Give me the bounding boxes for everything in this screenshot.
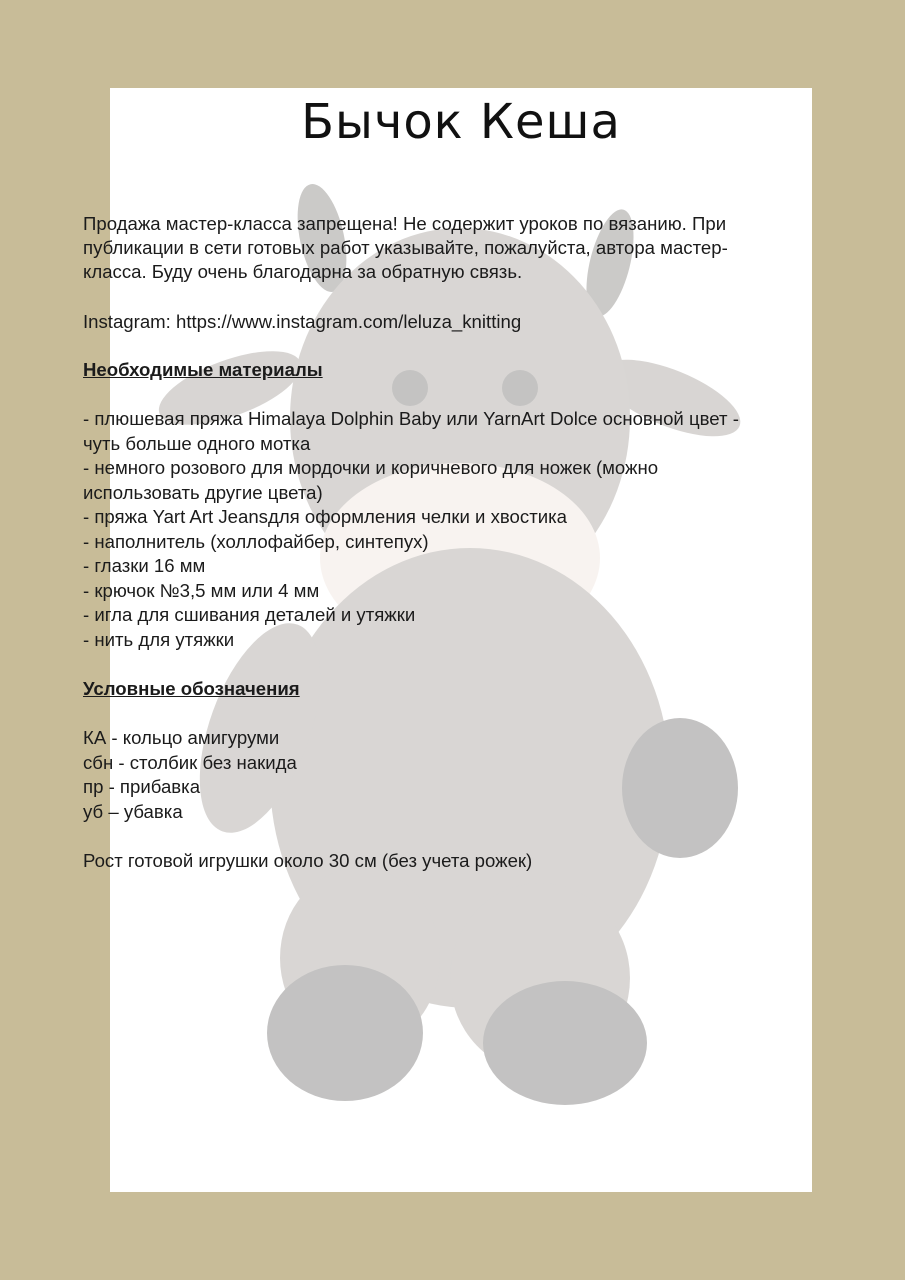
list-item: - пряжа Yart Art Jeansдля оформления челки и хвостика: [83, 506, 567, 527]
legend-heading: Условные обозначения: [83, 678, 300, 699]
list-item: сбн - столбик без накида: [83, 752, 297, 773]
list-item: - глазки 16 мм: [83, 555, 206, 576]
materials-heading: Необходимые материалы: [83, 359, 323, 380]
intro-line: Продажа мастер-класса запрещена! Не содержит уроков по вязанию. При: [83, 213, 727, 234]
list-item: - крючок №3,5 мм или 4 мм: [83, 580, 320, 601]
list-item: КА - кольцо амигуруми: [83, 727, 280, 748]
list-item: пр - прибавка: [83, 776, 201, 797]
list-item: уб – убавка: [83, 801, 183, 822]
page-title: Бычок Кеша: [301, 94, 621, 150]
instagram-link: Instagram: https://www.instagram.com/leluza_knitting: [83, 311, 522, 332]
list-item: использовать другие цвета): [83, 482, 323, 503]
document-page: [83, 88, 812, 1192]
list-item: - немного розового для мордочки и коричневого для ножек (можно: [83, 457, 659, 478]
intro-line: класса. Буду очень благодарна за обратную связь.: [83, 261, 523, 282]
list-item: - нить для утяжки: [83, 629, 235, 650]
list-item: - плюшевая пряжа Himalaya Dolphin Baby или YarnArt Dolce основной цвет -: [83, 408, 739, 429]
list-item: - наполнитель (холлофайбер, синтепух): [83, 531, 429, 552]
intro-line: публикации в сети готовых работ указывайте, пожалуйста, автора мастер-: [83, 237, 728, 258]
height-note: Рост готовой игрушки около 30 см (без учета рожек): [83, 850, 533, 871]
list-item: чуть больше одного мотка: [83, 433, 311, 454]
list-item: - игла для сшивания деталей и утяжки: [83, 604, 416, 625]
